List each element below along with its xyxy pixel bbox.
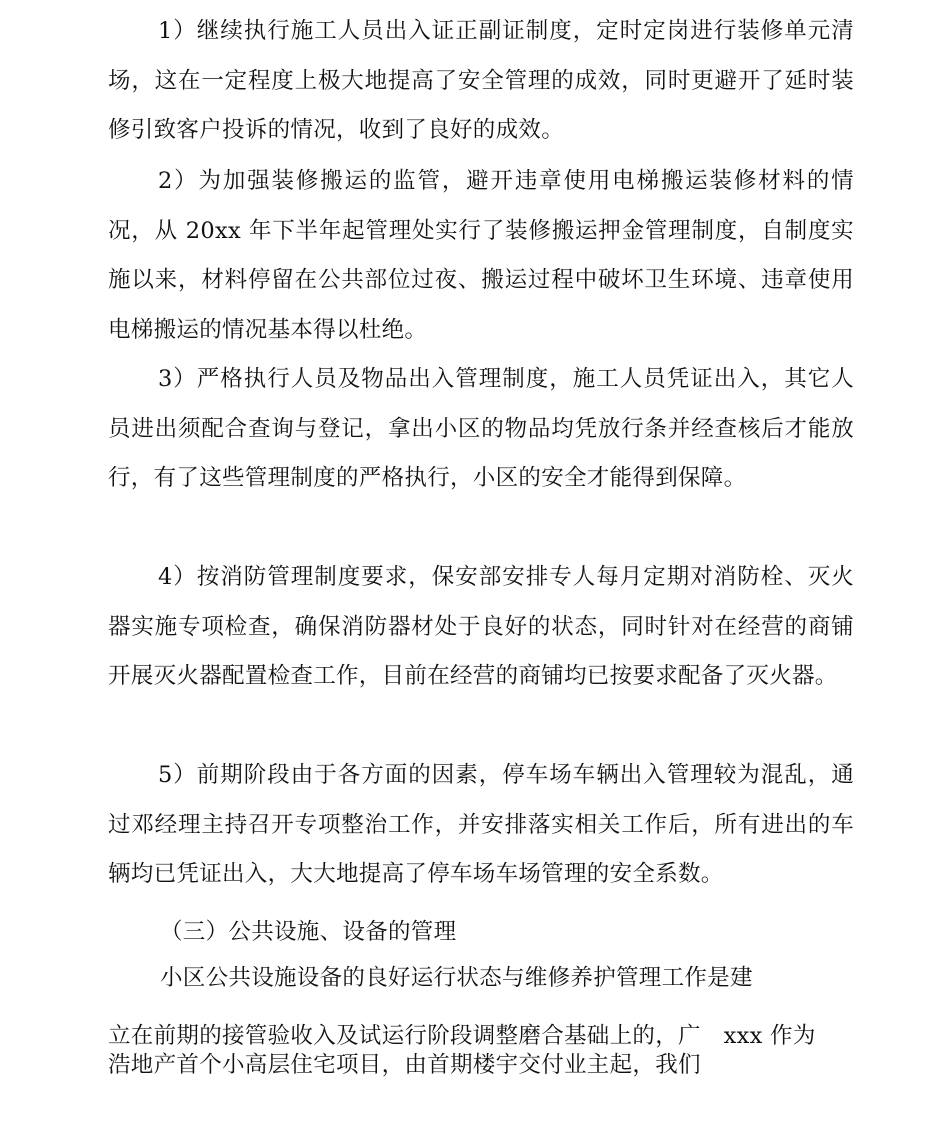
paragraph-2: 2）为加强装修搬运的监管，避开违章使用电梯搬运装修材料的情况，从 20xx 年下半年起管理处实行了装修搬运押金管理制度，自制度实施以来，材料停留在公共部位过夜、搬运过程中破坏卫生环境、违章使用电梯搬运的情况基本得以杜绝。 (108, 168, 854, 343)
tail-line-2: 立在前期的接管验收入及试运行阶段调整磨合基础上的，广 xxx 作为 (108, 1023, 816, 1049)
section-heading: （三）公共设施、设备的管理 (160, 919, 457, 945)
paragraph-5: 5）前期阶段由于各方面的因素，停车场车辆出入管理较为混乱，通过邓经理主持召开专项整治工作，并安排落实相关工作后，所有进出的车辆均已凭证出入，大大地提高了停车场车场管理的安全系数。 (108, 762, 854, 888)
tail-line-1: 小区公共设施设备的良好运行状态与维修养护管理工作是建 (160, 965, 753, 991)
tail-line-3: 浩地产首个小高层住宅项目，由首期楼宇交付业主起，我们 (108, 1052, 701, 1078)
paragraph-3: 3）严格执行人员及物品出入管理制度，施工人员凭证出入，其它人员进出须配合查询与登记，拿出小区的物品均凭放行条并经查核后才能放行，有了这些管理制度的严格执行，小区的安全才能得到保障。 (108, 366, 854, 492)
paragraph-4: 4）按消防管理制度要求，保安部安排专人每月定期对消防栓、灭火器实施专项检查，确保消防器材处于良好的状态，同时针对在经营的商铺开展灭火器配置检查工作，目前在经营的商铺均已按要求配备了灭火器。 (108, 564, 854, 690)
paragraph-1: 1）继续执行施工人员出入证正副证制度，定时定岗进行装修单元清场，这在一定程度上极大地提高了安全管理的成效，同时更避开了延时装修引致客户投诉的情况，收到了良好的成效。 (108, 18, 854, 144)
